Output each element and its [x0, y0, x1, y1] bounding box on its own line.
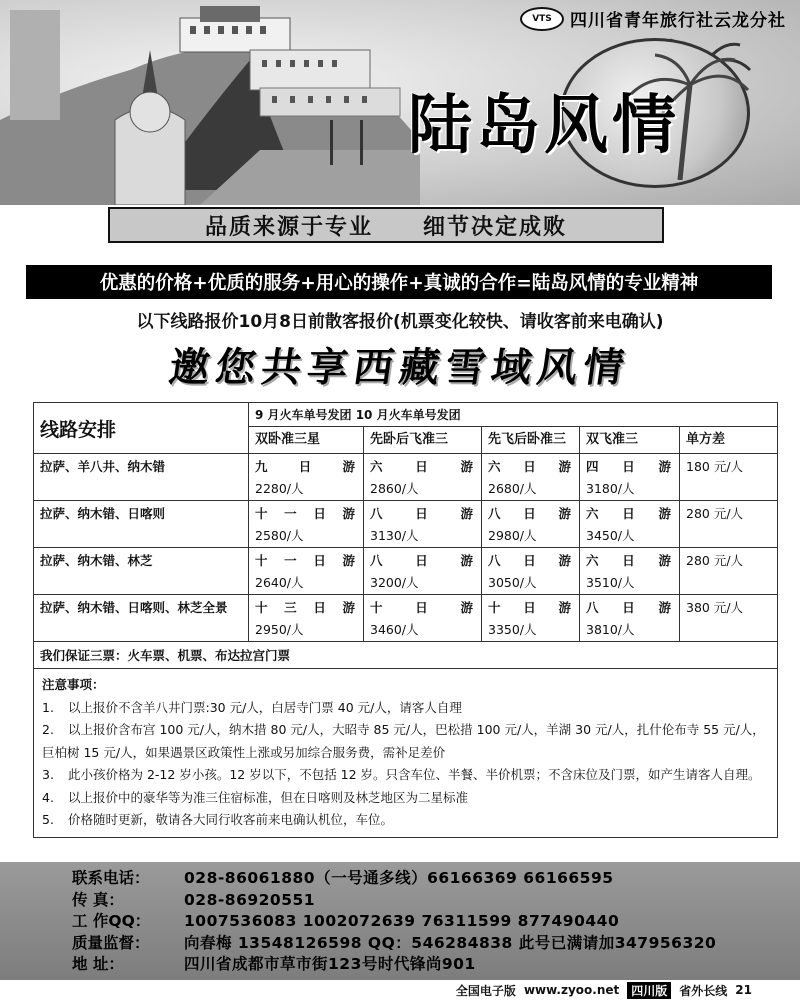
duration-char: 游	[658, 600, 673, 615]
tour-duration	[255, 551, 357, 569]
note-text: 以上报价含布宫 100 元/人，纳木措 80 元/人，大昭寺 85 元/人，巴松措 100 元/人，羊湖 30 元/人，扎什伦布寺 55 元/人，巨柏树 15 元/人，如果遇景区政策性上涨或另加综合服务费，需补足差价	[42, 722, 765, 760]
duration-char: 八	[488, 506, 503, 521]
single-supplement: 280 元/人	[680, 548, 778, 595]
tour-duration	[370, 504, 475, 522]
duration-char: 日	[415, 553, 430, 568]
duration-char: 游	[460, 459, 475, 474]
duration-char: 三	[284, 600, 299, 615]
note-number: 2.	[42, 722, 54, 737]
tour-price: 2640/人	[255, 575, 304, 590]
price-notice: 以下线路报价10月8日前散客报价(机票变化较快、请收客前来电确认)	[136, 312, 664, 332]
duration-char: 一	[284, 506, 299, 521]
duration-char: 游	[460, 600, 475, 615]
notes-list	[42, 697, 769, 832]
duration-char: 八	[586, 600, 601, 615]
guarantee-row	[34, 642, 778, 669]
tour-duration	[586, 598, 673, 616]
contact-label: 地 址：	[72, 955, 124, 973]
note-item	[42, 764, 769, 787]
tour-price: 2860/人	[370, 481, 419, 496]
note-number: 4.	[42, 789, 54, 805]
page-title: 邀您共享西藏雪域风情	[166, 344, 633, 391]
table-row	[34, 501, 778, 548]
guarantee-text: 我们保证三票：火车票、机票、布达拉宫门票	[34, 642, 778, 669]
contact-label: 传 真：	[72, 890, 124, 909]
note-item	[42, 719, 769, 764]
tour-price: 2280/人	[255, 481, 304, 496]
tour-duration	[488, 598, 573, 616]
price-cell	[580, 595, 680, 642]
region-edition-badge: 四川版	[627, 982, 671, 999]
tour-price: 3450/人	[586, 528, 635, 543]
price-cell	[482, 501, 580, 548]
duration-char: 十	[488, 600, 503, 615]
header-banner	[0, 0, 800, 205]
duration-char: 日	[523, 506, 538, 521]
website-link[interactable]: www.zyoo.net	[523, 983, 620, 997]
duration-char: 游	[558, 600, 573, 615]
brand-title: 陆岛风情	[408, 88, 680, 163]
contact-label: 质量监督：	[72, 933, 150, 952]
price-cell	[249, 454, 364, 501]
duration-char: 游	[558, 459, 573, 474]
tour-price: 3350/人	[488, 622, 537, 637]
duration-char: 日	[313, 553, 328, 568]
duration-char: 日	[622, 506, 637, 521]
tour-price: 2580/人	[255, 528, 304, 543]
price-cell	[482, 548, 580, 595]
duration-char: 九	[255, 459, 270, 474]
duration-char: 一	[284, 553, 299, 568]
note-text: 以上报价中的豪华等为准三住宿标准，但在日喀则及林芝地区为二星标准	[68, 789, 469, 805]
price-cell	[580, 501, 680, 548]
route-price-table	[33, 402, 778, 838]
tour-price: 3130/人	[370, 528, 419, 543]
route-name: 拉萨、羊八井、纳木错	[34, 454, 249, 501]
duration-char: 游	[658, 553, 673, 568]
single-supplement: 380 元/人	[680, 595, 778, 642]
price-cell	[249, 548, 364, 595]
contact-value: 028-86061880（一号通多线）66166369 66166595	[184, 869, 614, 887]
duration-char: 日	[313, 600, 328, 615]
tour-duration	[255, 457, 357, 475]
contact-section	[0, 862, 800, 980]
note-item	[42, 697, 769, 720]
slogan-box	[108, 207, 664, 243]
contact-row	[72, 890, 800, 912]
duration-char: 六	[586, 553, 601, 568]
duration-char: 八	[370, 553, 385, 568]
duration-char: 六	[370, 459, 385, 474]
note-number: 1.	[42, 699, 54, 715]
tour-duration	[370, 551, 475, 569]
duration-char: 日	[523, 600, 538, 615]
notes-title: 注意事项：	[42, 677, 105, 692]
tour-price: 3200/人	[370, 575, 419, 590]
table-header-row	[34, 403, 778, 427]
duration-char: 游	[342, 459, 357, 474]
route-name: 拉萨、纳木错、日喀则、林芝全景	[34, 595, 249, 642]
price-cell	[482, 454, 580, 501]
duration-char: 八	[488, 553, 503, 568]
price-cell	[249, 595, 364, 642]
contact-row	[72, 933, 800, 955]
company-header	[520, 6, 786, 31]
duration-char: 日	[622, 459, 637, 474]
price-cell	[482, 595, 580, 642]
contact-value: 1007536083 1002072639 76311599 877490440	[184, 912, 620, 930]
tour-price: 2950/人	[255, 622, 304, 637]
duration-char: 六	[488, 459, 503, 474]
note-text: 以上报价不含羊八井门票:30 元/人，白居寺门票 40 元/人，请客人自理	[68, 699, 462, 715]
column-header: 单方差	[680, 427, 778, 454]
tour-duration	[370, 598, 475, 616]
note-item	[42, 787, 769, 810]
contact-value: 向春梅 13548126598 QQ：546284838 此号已满请加347956320	[184, 933, 717, 952]
column-header: 先飞后卧准三	[482, 427, 580, 454]
note-number: 5.	[42, 812, 54, 827]
price-cell	[249, 501, 364, 548]
contact-row	[72, 911, 800, 933]
page-footer	[0, 980, 800, 1000]
slogan-right: 细节决定成败	[423, 214, 568, 240]
column-header: 双卧准三星	[249, 427, 364, 454]
tour-price: 3180/人	[586, 481, 635, 496]
tour-duration	[488, 457, 573, 475]
table-row	[34, 595, 778, 642]
duration-char: 游	[460, 506, 475, 521]
duration-char: 日	[523, 459, 538, 474]
duration-char: 游	[658, 459, 673, 474]
note-item	[42, 809, 769, 832]
price-cell	[364, 548, 482, 595]
single-supplement: 280 元/人	[680, 501, 778, 548]
contact-row	[72, 868, 800, 890]
contact-label: 工 作QQ：	[72, 912, 151, 930]
company-name: 四川省青年旅行社云龙分社	[570, 11, 786, 31]
section-label: 省外长线	[679, 983, 728, 998]
note-text: 此小孩价格为 2-12 岁小孩。12 岁以下，不包括 12 岁。只含车位、半餐、半价机票；不含床位及门票，如产生请客人自理。	[68, 767, 761, 782]
duration-char: 游	[658, 506, 673, 521]
price-cell	[364, 595, 482, 642]
contact-row	[72, 954, 800, 976]
single-supplement: 180 元/人	[680, 454, 778, 501]
edition-label: 全国电子版	[455, 983, 516, 998]
duration-char: 四	[586, 459, 601, 474]
company-logo-icon: VTS	[520, 7, 564, 31]
contact-label: 联系电话：	[72, 869, 150, 887]
duration-char: 日	[622, 553, 637, 568]
table-row	[34, 548, 778, 595]
route-header: 线路安排	[34, 403, 249, 454]
route-name: 拉萨、纳木错、日喀则	[34, 501, 249, 548]
duration-char: 日	[415, 506, 430, 521]
duration-char: 游	[558, 553, 573, 568]
duration-char: 游	[558, 506, 573, 521]
tour-price: 2980/人	[488, 528, 537, 543]
notes-row	[34, 669, 778, 838]
duration-char: 游	[460, 553, 475, 568]
tour-duration	[488, 504, 573, 522]
slogan-left: 品质来源于专业	[204, 214, 373, 240]
tour-price: 3050/人	[488, 575, 537, 590]
price-cell	[580, 548, 680, 595]
tour-price: 3810/人	[586, 622, 635, 637]
duration-char: 日	[313, 506, 328, 521]
duration-char: 十	[255, 553, 270, 568]
duration-char: 日	[415, 459, 430, 474]
price-cell	[364, 501, 482, 548]
duration-char: 日	[415, 600, 430, 615]
note-text: 价格随时更新，敬请各大同行收客前来电确认机位，车位。	[68, 812, 394, 827]
duration-char: 日	[622, 600, 637, 615]
duration-char: 六	[586, 506, 601, 521]
notes-cell	[34, 669, 778, 838]
duration-char: 十	[255, 506, 270, 521]
page-number: 21	[735, 983, 752, 997]
price-cell	[580, 454, 680, 501]
tour-duration	[370, 457, 475, 475]
tour-duration	[255, 504, 357, 522]
tour-duration	[255, 598, 357, 616]
table-row	[34, 454, 778, 501]
column-header: 先卧后飞准三	[364, 427, 482, 454]
duration-char: 游	[342, 600, 357, 615]
duration-char: 十	[370, 600, 385, 615]
duration-char: 八	[370, 506, 385, 521]
tour-price: 2680/人	[488, 481, 537, 496]
tagline: 优惠的价格+优质的服务+用心的操作+真诚的合作=陆岛风情的专业精神	[99, 273, 699, 294]
tour-duration	[586, 551, 673, 569]
contact-value: 028-86920551	[184, 890, 316, 909]
tour-price: 3510/人	[586, 575, 635, 590]
duration-char: 日	[298, 459, 314, 474]
duration-char: 游	[342, 506, 357, 521]
duration-char: 日	[523, 553, 538, 568]
contact-value: 四川省成都市草市街123号时代锋尚901	[184, 955, 476, 973]
departure-dates-header: 9 月火车单号发团 10 月火车单号发团	[249, 403, 778, 427]
route-name: 拉萨、纳木错、林芝	[34, 548, 249, 595]
tour-price: 3460/人	[370, 622, 419, 637]
column-header: 双飞准三	[580, 427, 680, 454]
note-number: 3.	[42, 767, 54, 782]
tour-duration	[488, 551, 573, 569]
price-cell	[364, 454, 482, 501]
duration-char: 游	[342, 553, 357, 568]
duration-char: 十	[255, 600, 270, 615]
tagline-bar	[26, 265, 772, 299]
tour-duration	[586, 504, 673, 522]
tour-duration	[586, 457, 673, 475]
